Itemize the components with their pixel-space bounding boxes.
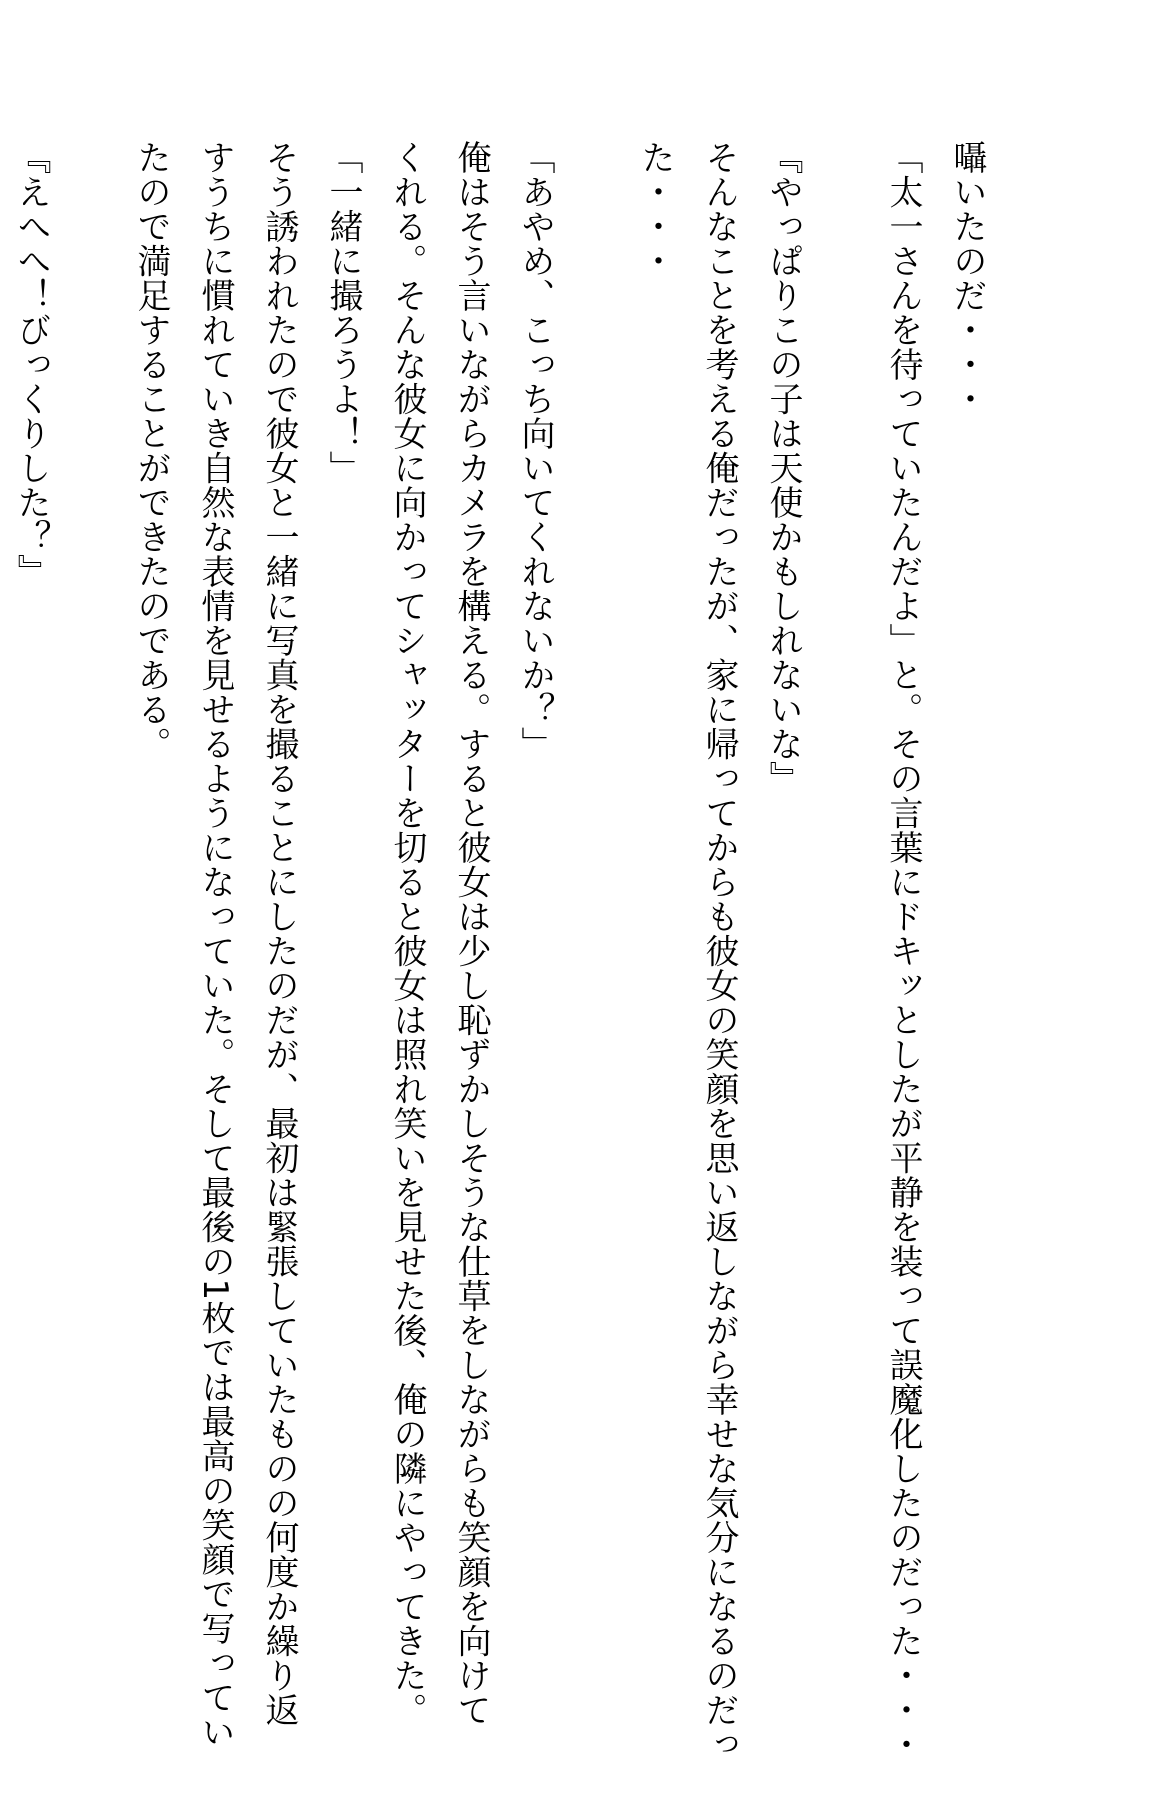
text-line: 俺はそう言いながらカメラを構える。すると彼女は少し恥ずかしそうな仕草をしながらも笑顔を向けて — [451, 140, 491, 1727]
text-line: 『やっぱりこの子は天使かもしれないな』 — [763, 140, 803, 796]
blank-line — [815, 140, 871, 141]
text-line: 「太一さんを待っていたんだよ」と。その言葉にドキッとしたが平静を装って誤魔化したのだった・・・ — [883, 140, 923, 1762]
text-line: そう誘われたので彼女と一緒に写真を撮ることにしたのだが、最初は緊張していたものの何度か繰り返 — [259, 140, 299, 1727]
text-line: た・・・ — [635, 140, 675, 278]
text-line: 「あやめ、こっち向いてくれないか？」 — [515, 140, 555, 761]
text-line: そんなことを考える俺だったが、家に帰ってからも彼女の笑顔を思い返しながら幸せな気分になるのだっ — [699, 140, 739, 1762]
blank-line — [567, 140, 623, 141]
text-line: くれる。そんな彼女に向かってシャッターを切ると彼女は照れ笑いを見せた後、俺の隣にやってきた。 — [387, 140, 427, 1727]
text-line: 囁いたのだ・・・ — [947, 140, 987, 416]
text-line: すうちに慣れていき自然な表情を見せるようになっていた。そして最後の1枚では最高の笑顔で写ってい — [195, 140, 235, 1750]
text-line: 「一緒に撮ろうよ！」 — [323, 140, 363, 485]
text-line: たので満足することができたのである。 — [131, 140, 171, 761]
blank-line — [63, 140, 119, 141]
text-line: 『えへへ！びっくりした？』 — [11, 140, 51, 589]
vertical-text-block — [11, 140, 999, 1762]
